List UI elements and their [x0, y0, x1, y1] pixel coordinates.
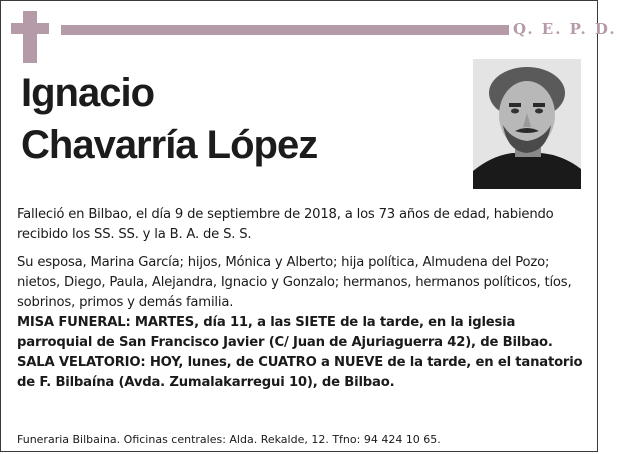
portrait-photo [473, 59, 581, 189]
qepd-label: Q. E. P. D. [513, 20, 617, 38]
portrait-image [473, 59, 581, 189]
funeral-home-info: Funeraria Bilbaina. Oficinas centrales: Alda. Rekalde, 12. Tfno: 94 424 10 65. [17, 433, 441, 446]
wake-info: SALA VELATORIO: HOY, lunes, de CUATRO a NUEVE de la tarde, en el tanatorio de F. Bilbaína (Avda. Zumalakarregui 10), de Bilbao. [17, 355, 583, 390]
deceased-name [21, 67, 317, 171]
cross-icon [23, 11, 37, 63]
cross-icon-bar [11, 23, 49, 34]
name-line-1: Ignacio [21, 71, 155, 115]
funeral-mass: MISA FUNERAL: MARTES, día 11, a las SIETE de la tarde, en la iglesia parroquial de San Francisco Javier (C/ Juan de Ajuriaguerra 42), de Bilbao. [17, 315, 553, 350]
family-list: Su esposa, Marina García; hijos, Mónica y Alberto; hija política, Almudena del Pozo; nietos, Diego, Paula, Alejandra, Ignacio y Gonzalo; hermanos, hermanos políticos, tíos, sobrinos, primos y demás familia. [17, 255, 572, 310]
header-rule [61, 25, 509, 35]
death-notice: Falleció en Bilbao, el día 9 de septiembre de 2018, a los 73 años de edad, habiendo recibido los SS. SS. y la B. A. de S. S. [17, 207, 554, 242]
obituary-text [17, 205, 587, 393]
name-line-2: Chavarría López [21, 123, 318, 167]
